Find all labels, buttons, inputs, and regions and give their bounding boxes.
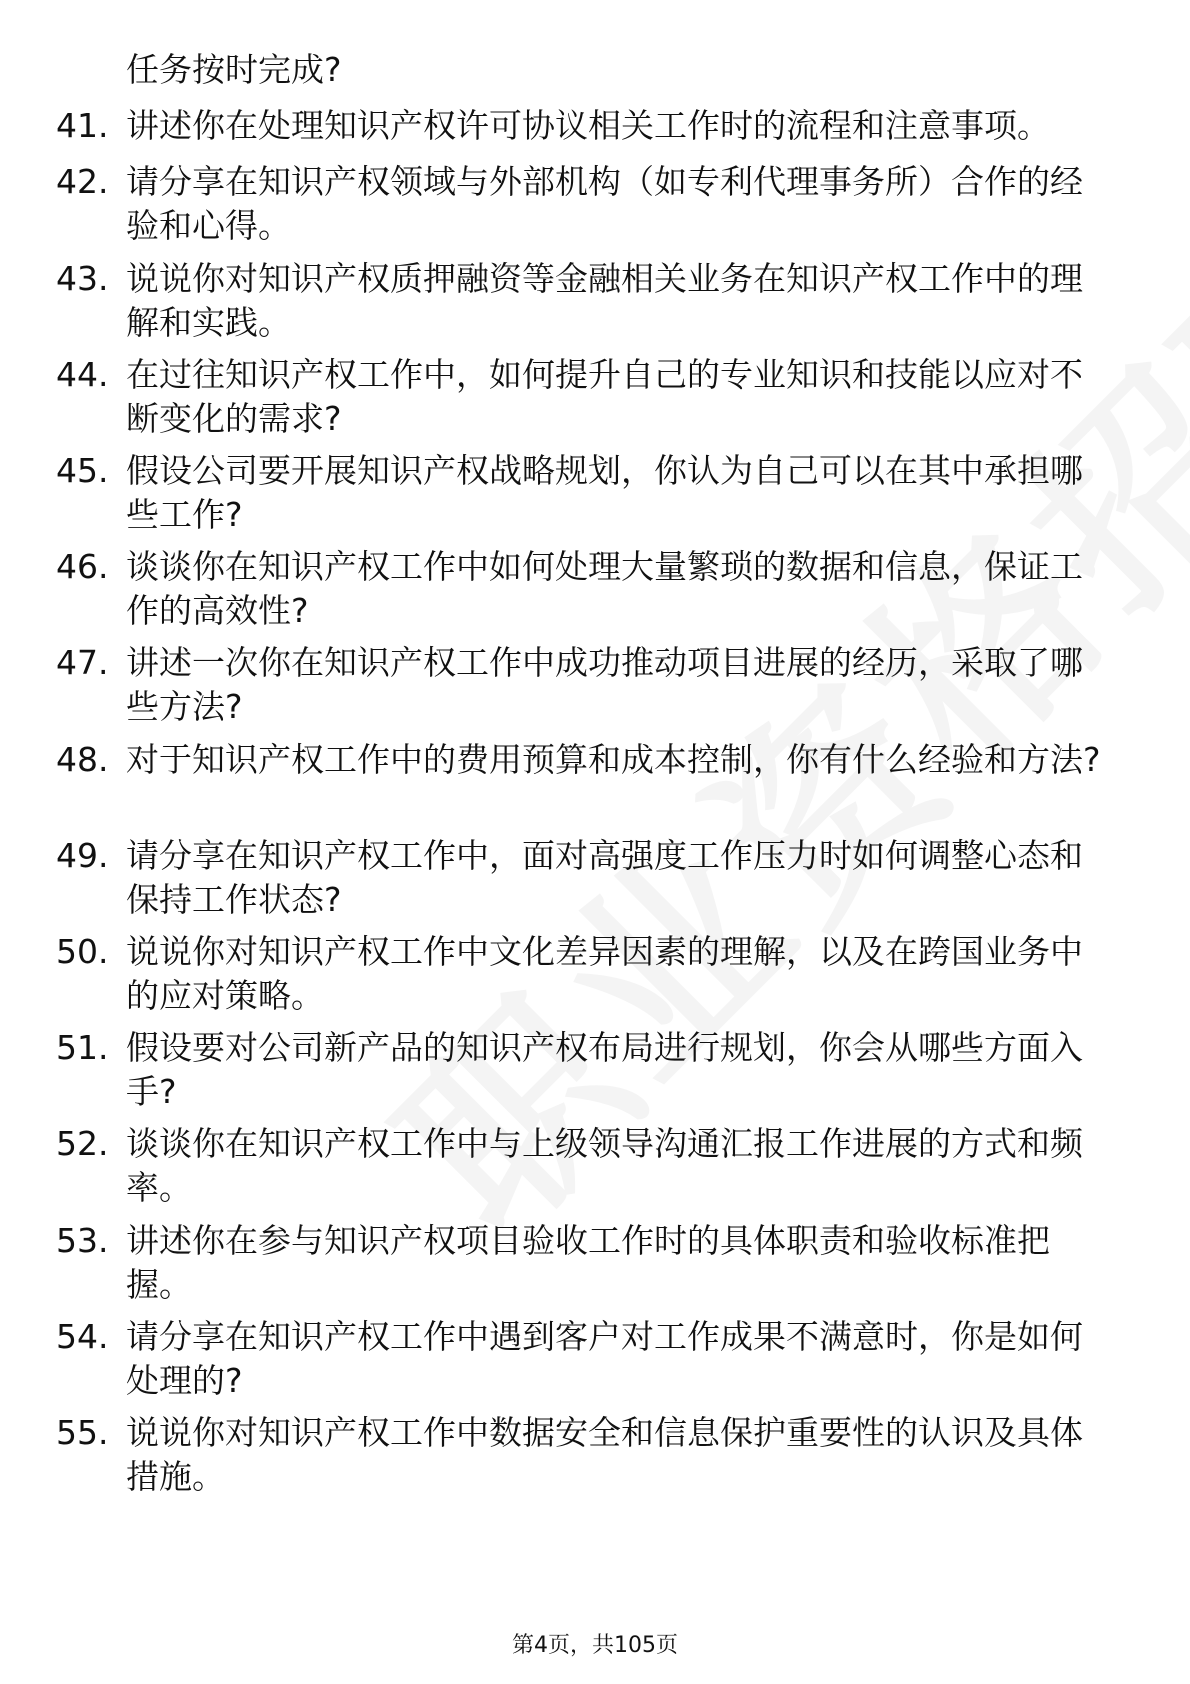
item-number: 51. — [56, 1028, 109, 1067]
item-number: 48. — [56, 740, 109, 779]
item-number: 50. — [56, 932, 109, 971]
item-text: 假设公司要开展知识产权战略规划，你认为自己可以在其中承担哪些工作? — [126, 451, 1083, 534]
item-text: 假设要对公司新产品的知识产权布局进行规划，你会从哪些方面入手? — [126, 1028, 1083, 1111]
item-number: 42. — [56, 162, 109, 201]
item-text: 请分享在知识产权工作中遇到客户对工作成果不满意时，你是如何处理的? — [126, 1317, 1083, 1400]
continuation-text: 任务按时完成? — [126, 50, 342, 89]
item-number: 49. — [56, 836, 109, 875]
item-text: 对于知识产权工作中的费用预算和成本控制，你有什么经验和方法? — [126, 740, 1101, 779]
item-number: 55. — [56, 1413, 109, 1452]
item-text: 说说你对知识产权工作中文化差异因素的理解，以及在跨国业务中的应对策略。 — [126, 932, 1083, 1015]
item-number: 52. — [56, 1124, 109, 1163]
item-text: 在过往知识产权工作中，如何提升自己的专业知识和技能以应对不断变化的需求? — [126, 355, 1083, 438]
item-text: 讲述你在处理知识产权许可协议相关工作时的流程和注意事项。 — [126, 106, 1050, 145]
item-number: 54. — [56, 1317, 109, 1356]
item-text: 说说你对知识产权质押融资等金融相关业务在知识产权工作中的理解和实践。 — [126, 259, 1083, 342]
item-number: 41. — [56, 106, 109, 145]
item-number: 44. — [56, 355, 109, 394]
item-text: 谈谈你在知识产权工作中如何处理大量繁琐的数据和信息，保证工作的高效性? — [126, 547, 1083, 630]
page-footer: 第4页，共105页 — [512, 1633, 678, 1658]
item-text: 讲述一次你在知识产权工作中成功推动项目进展的经历，采取了哪些方法? — [126, 643, 1083, 726]
item-text: 请分享在知识产权工作中，面对高强度工作压力时如何调整心态和保持工作状态? — [126, 836, 1083, 919]
item-text: 谈谈你在知识产权工作中与上级领导沟通汇报工作进展的方式和频率。 — [126, 1124, 1083, 1207]
item-text: 说说你对知识产权工作中数据安全和信息保护重要性的认识及具体措施。 — [126, 1413, 1083, 1496]
item-number: 43. — [56, 259, 109, 298]
item-number: 53. — [56, 1221, 109, 1260]
item-text: 请分享在知识产权领域与外部机构（如专利代理事务所）合作的经验和心得。 — [126, 162, 1083, 245]
item-number: 46. — [56, 547, 109, 586]
item-number: 47. — [56, 643, 109, 682]
item-number: 45. — [56, 451, 109, 490]
item-text: 讲述你在参与知识产权项目验收工作时的具体职责和验收标准把握。 — [126, 1221, 1050, 1304]
